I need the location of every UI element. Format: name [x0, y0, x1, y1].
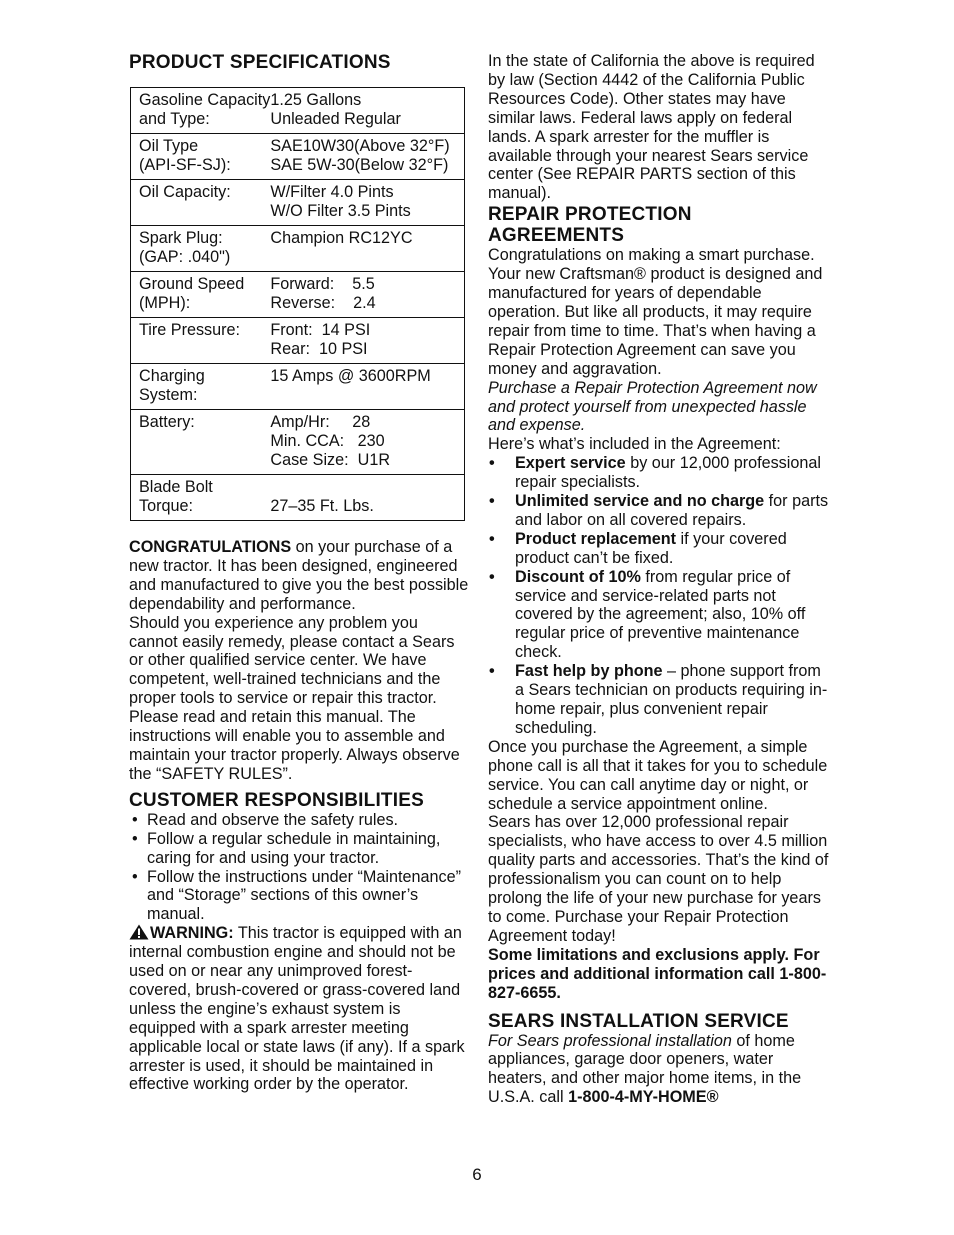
- spec-value: [270, 318, 464, 364]
- spec-value-line: Min. CCA: 230: [270, 432, 385, 450]
- spec-value-line: Champion RC12YC: [270, 229, 413, 247]
- repair-intro-paragraph: Congratulations on making a smart purchase. Your new Craftsman® product is designed and manufactured for years of dependable operation. But like all products, it may require repair from time to time. That’s when having a Repair Protection Agreement can save you money and aggravation.: [488, 246, 823, 378]
- spec-label-line: Spark Plug:: [139, 229, 223, 247]
- spec-label: [131, 364, 271, 410]
- spec-value: [270, 364, 464, 410]
- customer-responsibilities-list: [129, 811, 469, 924]
- spec-row: [131, 410, 465, 475]
- spec-value-line: Front: 14 PSI: [270, 321, 371, 339]
- spec-label-line: and Type:: [139, 110, 210, 128]
- installation-heading: SEARS INSTALLATION SERVICE: [488, 1010, 789, 1032]
- spec-label-line: Oil Capacity:: [139, 183, 231, 201]
- congratulations-paragraph: CONGRATULATIONS on your purchase of a new tractor. It has been designed, engineered and manufactured to give you the best possible dependability and performance.: [129, 538, 469, 613]
- installation-paragraph: For Sears professional installation of home appliances, garage door openers, water heaters, and other major home items, in the U.S.A. call 1-800-4-MY-HOME®: [488, 1031, 802, 1107]
- warning-triangle-icon: [129, 924, 149, 940]
- included-paragraph: Here’s what’s included in the Agreement:: [488, 435, 781, 454]
- agreement-list: [488, 454, 833, 738]
- spec-label: [131, 226, 271, 272]
- problem-paragraph: Should you experience any problem you cannot easily remedy, please contact a Sears or other qualified service center. We have competent, well-trained technicians and the proper tools to service or repair this tractor.: [129, 613, 455, 708]
- spec-value: [270, 410, 464, 475]
- spec-label: [131, 180, 271, 226]
- spec-label-line: System:: [139, 386, 198, 404]
- spec-row: [131, 226, 465, 272]
- spec-row: [131, 180, 465, 226]
- spec-label: [131, 134, 271, 180]
- repair-protection-heading: REPAIR PROTECTION AGREEMENTS: [488, 204, 692, 247]
- spec-value-line: 15 Amps @ 3600RPM: [270, 367, 431, 385]
- spec-label: [131, 410, 271, 475]
- list-item: • Read and observe the safety rules.: [129, 811, 469, 830]
- spec-value-line: Forward: 5.5: [270, 275, 375, 293]
- list-item: • Expert service by our 12,000 professional repair specialists.: [488, 454, 833, 492]
- spec-value-line: Case Size: U1R: [270, 451, 391, 469]
- spec-label-line: (API-SF-SJ):: [139, 156, 231, 174]
- spec-label-line: Tire Pressure:: [139, 321, 241, 339]
- spec-value: [270, 226, 464, 272]
- spec-table: [130, 87, 465, 521]
- spec-row: [131, 272, 465, 318]
- spec-value: [270, 134, 464, 180]
- product-specifications-heading: PRODUCT SPECIFICATIONS: [129, 52, 391, 73]
- spec-label: [131, 272, 271, 318]
- spec-row: [131, 88, 465, 134]
- spec-row: [131, 134, 465, 180]
- spec-value-line: Rear: 10 PSI: [270, 340, 368, 358]
- spec-value-line: Unleaded Regular: [270, 110, 401, 128]
- limitations-paragraph: Some limitations and exclusions apply. For prices and additional information call 1-800-827-6655.: [488, 945, 827, 1002]
- spec-value: [270, 475, 464, 521]
- spec-value-line: SAE 5W-30(Below 32°F): [270, 156, 449, 174]
- congratulations-lead: CONGRATULATIONS: [129, 538, 292, 556]
- spec-value-line: Reverse: 2.4: [270, 294, 376, 312]
- sears-specialists-paragraph: Sears has over 12,000 professional repair specialists, who have access to over 4.5 million quality parts and accessories. That’s the kind of professionalism you can count on to help prolong the life of your new purchase for years to come. Purchase your Repair Protection Agreement today!: [488, 813, 829, 945]
- warning-label: WARNING:: [150, 924, 234, 943]
- spec-row: [131, 475, 465, 521]
- spec-label-line: Ground Speed: [139, 275, 245, 293]
- spec-label-line: Charging: [139, 367, 205, 385]
- right-column: [488, 52, 833, 1107]
- spec-label-line: Blade Bolt: [139, 478, 213, 496]
- list-item: • Follow the instructions under “Maintenance” and “Storage” sections of this owner’s manual.: [129, 868, 469, 925]
- spec-label-line: Torque:: [139, 497, 193, 515]
- spec-value-line: Amp/Hr: 28: [270, 413, 371, 431]
- spec-row: [131, 364, 465, 410]
- list-item: • Unlimited service and no charge for parts and labor on all covered repairs.: [488, 492, 833, 530]
- spec-label-line: (GAP: .040"): [139, 248, 231, 266]
- spec-value-line: 1.25 Gallons: [270, 91, 362, 109]
- list-item: • Discount of 10% from regular price of service and service-related parts not covered by the agreement; also, 10% off regular price of preventive maintenance check.: [488, 568, 833, 663]
- spec-label-line: Battery:: [139, 413, 195, 431]
- california-paragraph: In the state of California the above is required by law (Section 4442 of the California Public Resources Code). Other states may have similar laws. Federal laws apply on federal lands. A spark arrester for the muffler is available through your nearest Sears service center (See REPAIR PARTS section of this manual).: [488, 52, 815, 203]
- spec-value: [270, 272, 464, 318]
- list-item: • Product replacement if your covered product can’t be fixed.: [488, 530, 833, 568]
- spec-label: [131, 475, 271, 521]
- spec-value: [270, 88, 464, 134]
- customer-responsibilities-heading: CUSTOMER RESPONSIBILITIES: [129, 789, 424, 811]
- spec-label-line: Oil Type: [139, 137, 199, 155]
- spec-value-line: W/O Filter 3.5 Pints: [270, 202, 411, 220]
- spec-value-line: [270, 478, 464, 497]
- once-purchase-paragraph: Once you purchase the Agreement, a simple phone call is all that it takes for you to schedule service. You can call anytime day or night, or schedule a service appointment online.: [488, 737, 828, 813]
- list-item: • Fast help by phone – phone support from a Sears technician on products requiring in-home repair, plus convenient repair scheduling.: [488, 662, 833, 738]
- spec-value-line: W/Filter 4.0 Pints: [270, 183, 394, 201]
- list-item: • Follow a regular schedule in maintaining, caring for and using your tractor.: [129, 830, 469, 868]
- spec-label: [131, 318, 271, 364]
- spec-value: [270, 180, 464, 226]
- repair-italic-paragraph: Purchase a Repair Protection Agreement now and protect yourself from unexpected hassle and expense.: [488, 378, 817, 435]
- spec-label-line: Gasoline Capacity: [139, 91, 271, 109]
- spec-value-line: 27–35 Ft. Lbs.: [270, 497, 374, 515]
- warning-paragraph: WARNING: This tractor is equipped with an internal combustion engine and should not be used on or near any unimproved forest-covered, brush-covered or grass-covered land unless the engine’s exhaust system is equipped with a spark arrester meeting applicable local or state laws (if any). If a spark arrester is used, it should be maintained in effective working order by the operator.: [129, 924, 465, 1094]
- spec-row: [131, 318, 465, 364]
- spec-label: [131, 88, 271, 134]
- page-number: 6: [472, 1165, 482, 1184]
- left-column: [129, 52, 469, 1094]
- spec-label-line: (MPH):: [139, 294, 191, 312]
- retain-manual-paragraph: Please read and retain this manual. The instructions will enable you to assemble and maintain your tractor properly. Always observe the “SAFETY RULES”.: [129, 708, 460, 783]
- spec-value-line: SAE10W30(Above 32°F): [270, 137, 450, 155]
